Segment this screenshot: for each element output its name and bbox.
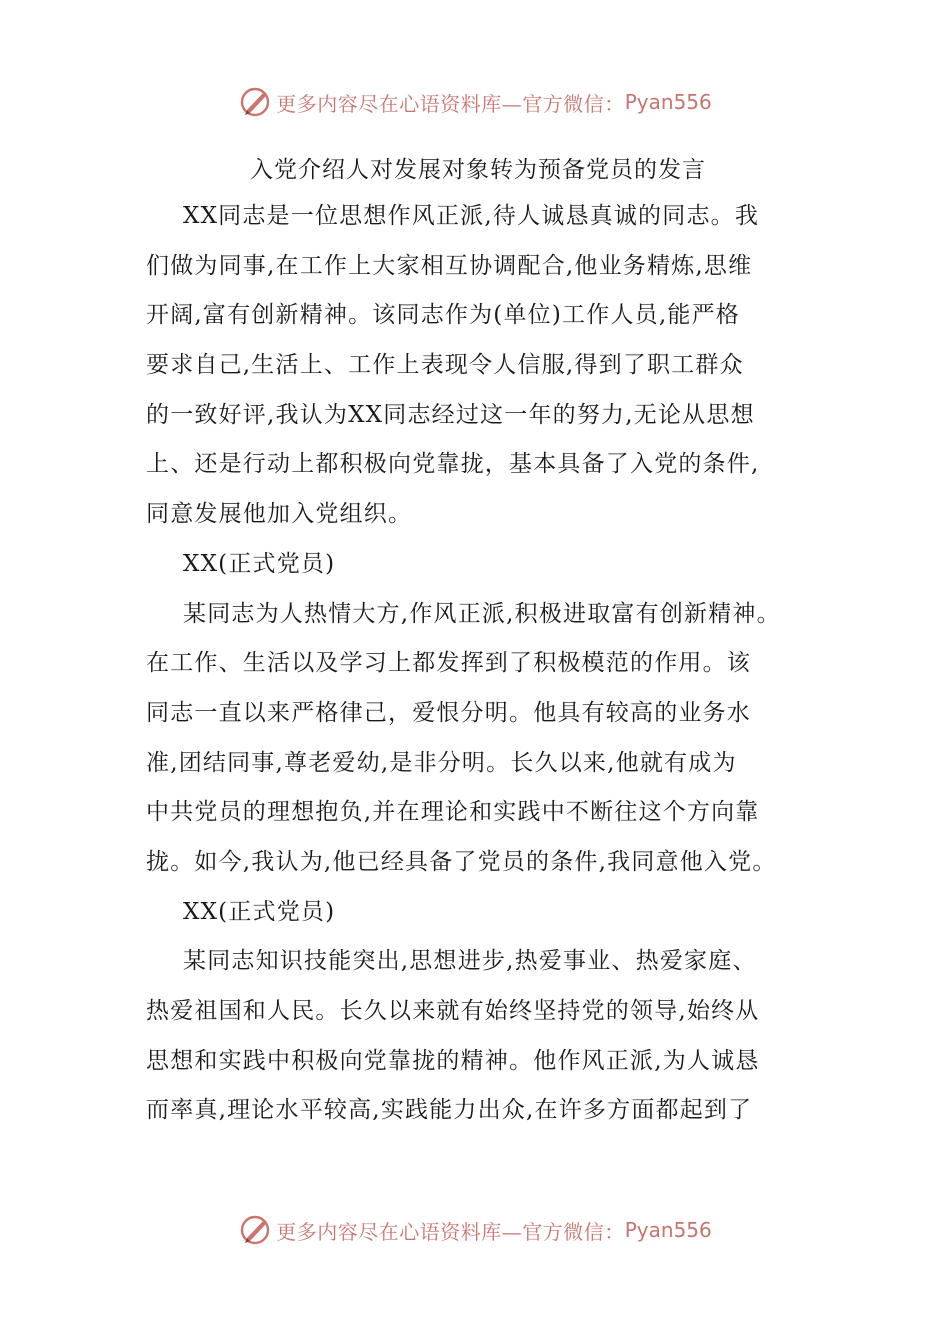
watermark-text: 更多内容尽在心语资料库—官方微信：	[276, 1219, 625, 1244]
pen-circle-logo-icon	[238, 85, 272, 119]
paragraph-line: 思想和实践中积极向党靠拢的精神。他作风正派,为人诚恳	[146, 1047, 760, 1074]
paragraph-line: 某同志知识技能突出,思想进步,热爱事业、热爱家庭、	[183, 948, 757, 975]
signature-line: XX(正式党员)	[183, 898, 336, 925]
footer-watermark	[0, 1210, 950, 1250]
paragraph-line: 开阔,富有创新精神。该同志作为(单位)工作人员,能严格	[146, 302, 740, 329]
paragraph-line: 上、还是行动上都积极向党靠拢，基本具备了入党的条件,	[146, 451, 760, 478]
paragraph-line: 热爱祖国和人民。长久以来就有始终坚持党的领导,始终从	[146, 998, 760, 1024]
pen-circle-logo-icon	[238, 1213, 272, 1247]
paragraph-line: 的一致好评,我认为XX同志经过这一年的努力,无论从思想	[146, 401, 755, 428]
paragraph-line: 某同志为人热情大方,作风正派,积极进取富有创新精神。	[183, 600, 781, 627]
paragraph-line: 在工作、生活以及学习上都发挥到了积极模范的作用。该	[146, 650, 751, 677]
paragraph-line: 同志一直以来严格律己，爱恨分明。他具有较高的业务水	[146, 699, 751, 726]
watermark-wechat-handle: Pyan556	[624, 1218, 712, 1242]
paragraph-line: 中共党员的理想抱负,并在理论和实践中不断往这个方向靠	[146, 799, 760, 826]
paragraph-line: 同意发展他加入党组织。	[146, 501, 413, 528]
paragraph-line: 而率真,理论水平较高,实践能力出众,在许多方面都起到了	[146, 1097, 753, 1124]
document-title: 入党介绍人对发展对象转为预备党员的发言	[250, 157, 706, 183]
paragraph-line: 要求自己,生活上、工作上表现令人信服,得到了职工群众	[146, 352, 744, 379]
header-watermark	[0, 82, 950, 122]
document-body	[146, 148, 810, 1136]
watermark-text: 更多内容尽在心语资料库—官方微信：	[276, 91, 625, 116]
paragraph-line: 们做为同事,在工作上大家相互协调配合,他业务精炼,思维	[146, 252, 753, 279]
paragraph-line: 拢。如今,我认为,他已经具备了党员的条件,我同意他入党。	[146, 848, 777, 875]
paragraph-line: XX同志是一位思想作风正派,待人诚恳真诚的同志。我	[183, 203, 760, 229]
signature-line: XX(正式党员)	[183, 550, 336, 577]
paragraph-line: 准,团结同事,尊老爱幼,是非分明。长久以来,他就有成为	[146, 749, 737, 776]
watermark-wechat-handle: Pyan556	[624, 90, 712, 114]
